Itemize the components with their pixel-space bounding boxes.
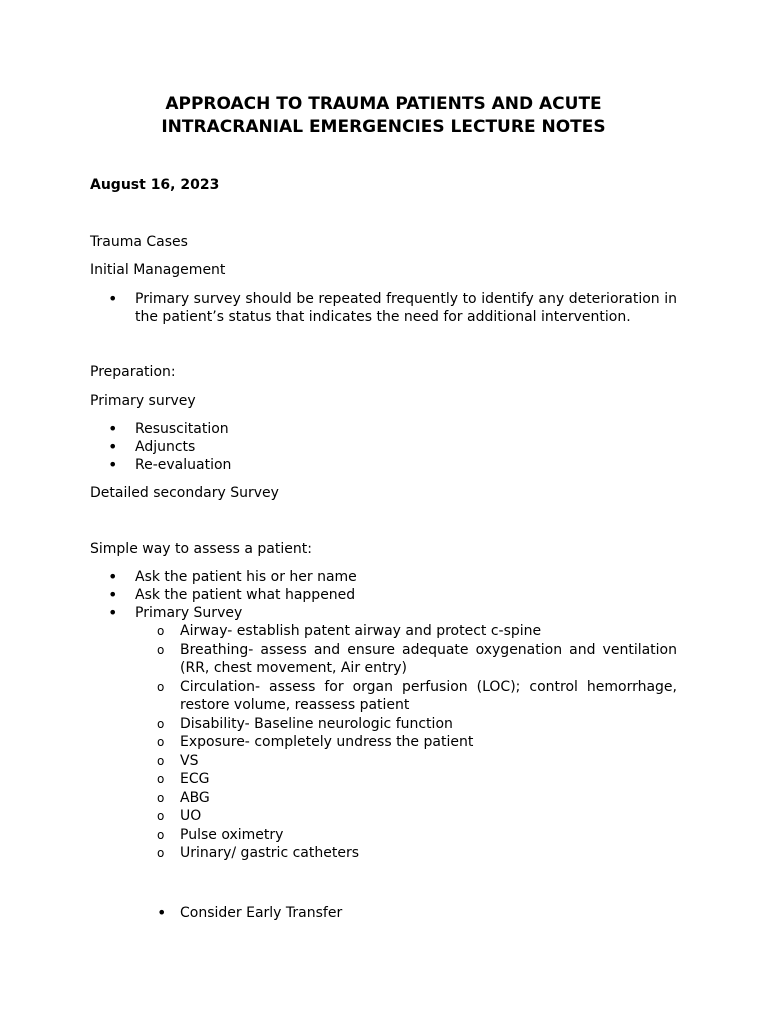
list-item [90,420,677,438]
document-title [90,93,677,139]
list-item [90,456,677,474]
list-item [90,290,677,326]
circle-bullet-icon: o [157,846,165,860]
list-item [135,904,677,922]
list-item-text: Consider Early Transfer [180,905,343,921]
section-preparation: Preparation: [90,364,176,380]
sub-list-item-text: UO [180,808,202,824]
sub-list-item [135,622,677,641]
circle-bullet-icon: o [157,679,165,694]
primary-survey-list [90,420,677,474]
circle-bullet-icon: o [157,753,165,768]
bullet-icon: • [108,603,118,622]
section-initial-management: Initial Management [90,262,226,278]
list-item-text: Primary survey should be repeated frequently to identify any deterioration in the patient’s status that indicates the need for additional intervention. [135,291,677,325]
sub-list-item [135,641,677,678]
sub-list-item-text: ABG [180,789,210,806]
sub-list-item-text: Disability- Baseline neurologic function [180,715,453,732]
bullet-icon: • [108,419,118,438]
circle-bullet-icon: o [157,624,165,638]
circle-bullet-icon: o [157,827,165,842]
bullet-icon: • [108,455,118,474]
sub-list-item [135,733,677,752]
circle-bullet-icon: o [157,772,165,786]
bullet-icon: • [108,289,118,308]
circle-bullet-icon: o [157,790,165,805]
sub-list-item-text: VS [180,752,199,769]
list-item-text: Ask the patient his or her name [135,569,357,585]
circle-bullet-icon: o [157,642,165,657]
list-item [90,586,677,604]
circle-bullet-icon: o [157,809,165,823]
section-simple-way: Simple way to assess a patient: [90,541,312,557]
section-trauma-cases: Trauma Cases [90,234,188,250]
circle-bullet-icon: o [157,716,165,731]
sub-list-item-text: Airway- establish patent airway and protect c-spine [180,623,542,639]
list-item-text: Primary Survey [135,605,243,621]
list-item [90,604,677,622]
sub-list-item [135,715,677,734]
sub-list-item [135,678,677,715]
transfer-list [135,904,677,922]
sub-list-item-text: Pulse oximetry [180,826,284,843]
primary-survey-sub-list [135,622,677,863]
bullet-icon: • [108,585,118,604]
list-item-text: Resuscitation [135,421,229,437]
list-item-text: Adjuncts [135,439,196,455]
circle-bullet-icon: o [157,735,165,749]
sub-list-item-text: Exposure- completely undress the patient [180,734,474,750]
sub-list-item-text: Urinary/ gastric catheters [180,845,359,861]
sub-list-item [135,807,677,826]
sub-list-item [135,770,677,789]
section-detailed-secondary-survey: Detailed secondary Survey [90,485,279,501]
lecture-date: August 16, 2023 [90,177,220,193]
title-line-2: INTRACRANIAL EMERGENCIES LECTURE NOTES [161,117,606,137]
list-item [90,438,677,456]
sub-list-item-text: ECG [180,771,210,787]
bullet-icon: • [157,903,167,922]
section-primary-survey: Primary survey [90,393,196,409]
sub-list-item [135,789,677,808]
sub-list-item-text: Circulation- assess for organ perfusion (LOC); control hemorrhage, restore volume, reassess patient [180,678,677,713]
sub-list-item [135,844,677,863]
list-item [90,568,677,586]
list-item-text: Ask the patient what happened [135,587,356,603]
list-item-text: Re-evaluation [135,457,232,473]
bullet-icon: • [108,567,118,586]
sub-list-item-text: Breathing- assess and ensure adequate oxygenation and ventilation (RR, chest movement, Air entry) [180,641,677,676]
sub-list-item [135,752,677,771]
bullet-icon: • [108,437,118,456]
assess-patient-list [90,568,677,622]
sub-list-item [135,826,677,845]
title-line-1: APPROACH TO TRAUMA PATIENTS AND ACUTE [165,94,602,114]
initial-management-list [90,290,677,326]
